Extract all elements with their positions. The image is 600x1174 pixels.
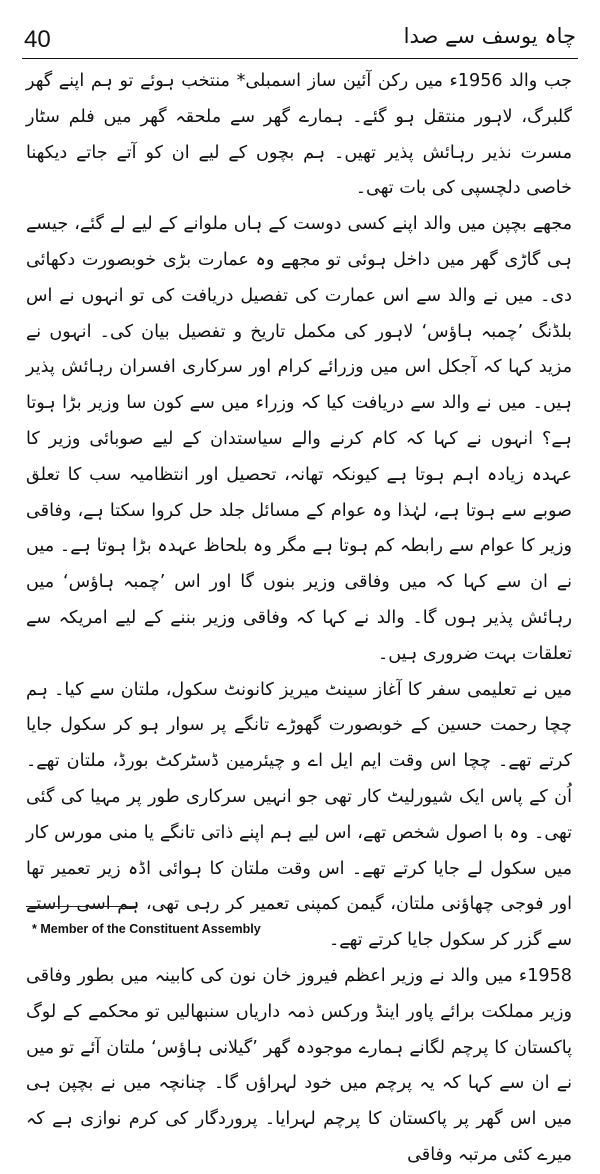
running-title: چاہ یوسف سے صدا: [403, 24, 576, 48]
page-header: [22, 20, 578, 62]
paragraph: میں نے تعلیمی سفر کا آغاز سینٹ میریز کانونٹ سکول، ملتان سے کیا۔ ہم چچا رحمت حسین کے خوبصورت گھوڑے تانگے پر سوار ہو کر سکول جایا کرتے تھے۔ چچا اس وقت ایم ایل اے و چیئرمین ڈسٹرکٹ بورڈ، ملتان تھے۔ اُن کے پاس ایک شیورلیٹ کار تھی جو انہیں سرکاری طور پر مہیا کی گئی تھی۔ وہ با اصول شخص تھے، اس لیے ہم اپنے ذاتی تانگے یا منی مورس کار میں سکول لے جایا کرتے تھے۔ اس وقت ملتان کا ہوائی اڈہ زیر تعمیر تھا اور فوجی چھاؤنی ملتان، گیمن کمپنی تعمیر کر رہی تھی، ہم اسی راستے سے گزر کر سکول جایا کرتے تھے۔: [26, 679, 572, 951]
paragraph: جب والد 1956ء میں رکن آئین ساز اسمبلی* منتخب ہوئے تو ہم اپنے گھر گلبرگ، لاہور منتقل ہو گئے۔ ہمارے گھر سے ملحقہ گھر میں فلم سٹار مسرت نذیر رہائش پذیر تھیں۔ ہم بچوں کے لیے ان کو آتے جاتے دیکھنا خاصی دلچسپی کی بات تھی۔: [26, 71, 572, 199]
page-number: 40: [24, 26, 51, 53]
paragraph: 1958ء میں والد نے وزیر اعظم فیروز خان نون کی کابینہ میں بطور وفاقی وزیر مملکت برائے پاور اینڈ ورکس ذمہ داریاں سنبھالیں تو محکمے کے لوگ پاکستان کا پرچم لگانے ہمارے موجودہ گھر ’گیلانی ہاؤس‘ ملتان آئے تو میں نے ان سے کہا کہ یہ پرچم میں خود لہراؤں گا۔ چنانچہ میں نے بچپن ہی میں اس گھر پر پاکستان کا پرچم لہرایا۔ پروردگار کی کرم نوازی ہے کہ میرے کئی مرتبہ وفاقی: [26, 965, 572, 1165]
header-rule: [22, 58, 578, 59]
paragraph: مجھے بچپن میں والد اپنے کسی دوست کے ہاں ملوانے کے لیے لے گئے، جیسے ہی گاڑی گھر میں داخل ہوئی تو مجھے وہ عمارت بڑی خوبصورت دکھائی دی۔ میں نے والد سے اس عمارت کی تفصیل دریافت کی تو انہوں نے اس بلڈنگ ’چمبہ ہاؤس‘ لاہور کی مکمل تاریخ و تفصیل بیان کی۔ انہوں نے مزید کہا کہ آجکل اس میں وزرائے کرام اور سرکاری افسران رہائش پذیر ہیں۔ میں نے والد سے دریافت کیا کہ وزراء میں سے کون سا وزیر بڑا ہوتا ہے؟ انہوں نے کہا کہ کام کرنے والے سیاستدان کے لیے صوبائی وزیر کا عہدہ زیادہ اہم ہوتا ہے کیونکہ تھانہ، تحصیل اور انتظامیہ سب کا تعلق صوبے سے ہوتا ہے، لہٰذا وہ عوام کے مسائل جلد حل کروا سکتا ہے، وفاقی وزیر کا عوام سے رابطہ کم ہوتا ہے مگر وہ بلحاظ عہدہ بڑا ہوتا ہے۔ میں نے ان سے کہا کہ میں وفاقی وزیر بنوں گا اور اس ’چمبہ ہاؤس‘ میں رہائش پذیر ہوں گا۔ والد نے کہا کہ وفاقی وزیر بننے کے لیے امریکہ سے تعلقات بہت ضروری ہیں۔: [26, 214, 572, 664]
footnote-rule: [26, 906, 136, 907]
footnote: * Member of the Constituent Assembly: [32, 922, 261, 936]
